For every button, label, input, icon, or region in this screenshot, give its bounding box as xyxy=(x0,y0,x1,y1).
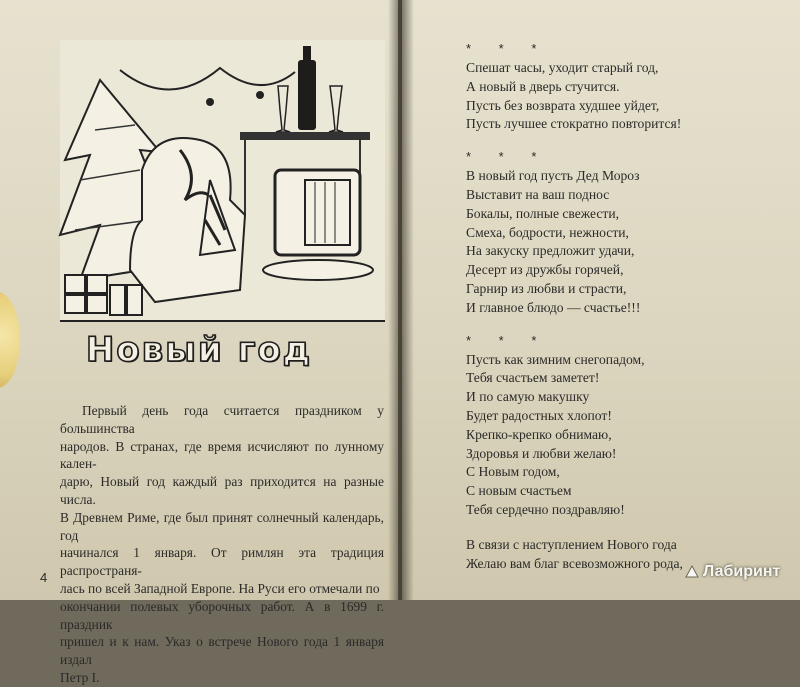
stanza-separator: * * * xyxy=(466,41,549,56)
hat-logo-icon xyxy=(684,564,700,580)
paragraph-line: Первый день года считается праздником у большинства xyxy=(60,403,384,436)
poem-line: Пусть как зимним снегопадом, xyxy=(466,351,645,367)
poem-line: Спешат часы, уходит старый год, xyxy=(466,60,659,75)
book-gutter xyxy=(388,0,414,600)
poem-stanza xyxy=(466,150,786,317)
paragraph-line: начинался 1 января. От римлян эта традиция распространя- xyxy=(60,545,384,579)
poem-line: В новый год пусть Дед Мороз xyxy=(466,168,640,184)
left-page xyxy=(0,0,398,685)
poems-column xyxy=(466,42,786,589)
poem-line: Пусть без возврата худшее уйдет, xyxy=(466,97,660,113)
stanza-separator: * * * xyxy=(466,332,549,348)
paragraph-line: окончании полевых уборочных работ. А в 1699 г. праздник xyxy=(60,598,384,632)
paragraph-line: дарю, Новый год каждый раз приходится на разные числа. xyxy=(60,474,384,507)
poem-line: Пусть лучшее стократно повторится! xyxy=(466,116,682,132)
poem-line: Гарнир из любви и страсти, xyxy=(466,280,627,296)
section-title: Новый год xyxy=(85,330,313,370)
poem-line: С Новым годом, xyxy=(466,464,560,480)
paragraph-line: народов. В странах, где время исчисляют по лунному кален- xyxy=(60,438,384,472)
poem-line: Тебя счастьем заметет! xyxy=(466,370,600,386)
poem-line: Смеха, бодрости, нежности, xyxy=(466,224,629,240)
poem-line: Выставит на ваш поднос xyxy=(466,186,610,202)
paragraph-line: В Древнем Риме, где был принят солнечный календарь, год xyxy=(60,509,384,543)
labirint-watermark xyxy=(684,563,780,581)
paragraph-line: лась по всей Западной Европе. На Руси его отмечали по xyxy=(60,580,380,596)
paragraph-line: Петр I. xyxy=(60,669,100,685)
poem-line: В связи с наступлением Нового года xyxy=(466,536,677,552)
poem-line: Тебя сердечно поздравляю! xyxy=(466,501,625,517)
poem-line: Десерт из дружбы горячей, xyxy=(466,262,624,278)
poem-line: С новым счастьем xyxy=(466,483,572,499)
page-number: 4 xyxy=(40,570,48,585)
stanza-separator: * * * xyxy=(466,149,549,165)
paragraph-line: пришел и к нам. Указ о встрече Нового года 1 января издал xyxy=(60,634,384,668)
new-year-room-illustration xyxy=(60,40,385,322)
poem-line: Желаю вам благ всевозможного рода, xyxy=(466,555,683,571)
poem-line: Будет радостных хлопот! xyxy=(466,407,612,423)
poem-line: И по самую макушку xyxy=(466,389,590,405)
poem-stanza xyxy=(466,334,786,520)
poem-line: На закуску предложит удачи, xyxy=(466,243,635,259)
poem-line: Бокалы, полные свежести, xyxy=(466,205,620,221)
watermark-text: Лабиринт xyxy=(703,563,781,580)
intro-paragraph xyxy=(60,402,384,687)
poem-stanza xyxy=(466,42,786,134)
poem-line: Здоровья и любви желаю! xyxy=(466,445,617,461)
poem-line: Крепко-крепко обнимаю, xyxy=(466,426,612,442)
poem-line: А новый в дверь стучится. xyxy=(466,78,620,94)
poem-line: И главное блюдо — счастье!!! xyxy=(466,299,641,315)
